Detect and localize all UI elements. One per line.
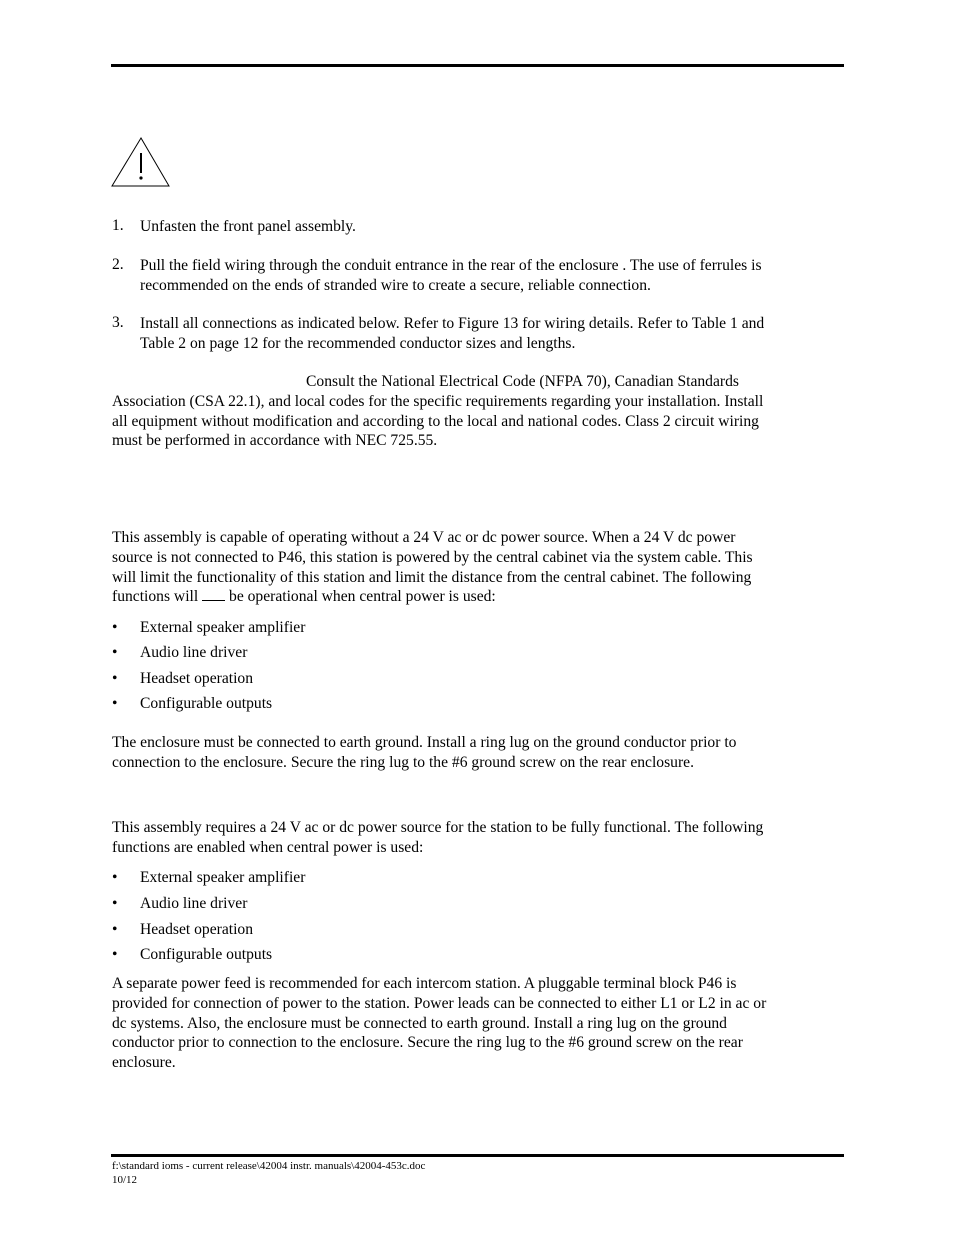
codes-paragraph: Consult the National Electrical Code (NFPA 70), Canadian Standards Association (CSA 22.1), and local codes for the specific requirements regarding your installation. Install all equipment without modification and according to the local and national codes. Class 2 circuit wiring must be performed in accordance with NEC 725.55. xyxy=(112,373,764,450)
bullet-icon: • xyxy=(112,921,118,938)
ground-paragraph: The enclosure must be connected to earth ground. Install a ring lug on the ground conductor prior to connection to the enclosure. Secure the ring lug to the #6 ground screw on the rear enclosure. xyxy=(112,734,737,771)
bullet-icon: • xyxy=(112,619,118,636)
step-text: recommended on the ends of stranded wire to create a secure, reliable connection. xyxy=(140,276,651,294)
header-rule xyxy=(111,64,844,67)
underline-blank xyxy=(202,587,225,601)
power-feed-paragraph: A separate power feed is recommended for each intercom station. A pluggable terminal block P46 is provided for connection of power to the station. Power leads can be connected to either L1 or L2 in ac or dc systems. Also, the enclosure must be connected to earth ground. Install a ring lug on the ground conductor prior to connection to the enclosure. Secure the ring lug to the #6 ground screw on the rear enclosure. xyxy=(112,975,767,1072)
bullet-icon: • xyxy=(112,946,118,963)
bullet-icon: • xyxy=(112,869,118,886)
footer-date: 10/12 xyxy=(112,1174,138,1186)
bullet-icon: • xyxy=(112,644,118,661)
central-power-paragraph: This assembly is capable of operating without a 24 V ac or dc power source. When a 24 V dc power source is not connected to P46, this station is powered by the central cabinet via the system cable. This will limit the functionality of this station and limit the distance from the central cabinet. The following functions will be operational when central power is used: xyxy=(112,529,753,606)
footer-rule xyxy=(111,1154,844,1157)
step-text: Pull the field wiring through the conduit entrance in the rear of the enclosure . The use of ferrules is xyxy=(140,257,762,274)
document-page: 1. Unfasten the front panel assembly. 2. Pull the field wiring through the conduit entrance in the rear of the enclosure . The use of ferrules is recommended on the ends of stranded wire to create a secure, reliable connection. 3. Install all connections as indicated below. Refer to Figure 13 for wiring details. Refer to Table 1 and Table 2 on page 12 for the recommended conductor sizes and lengths. Consult the National Electrical Code (NFPA 70), Canadian Standards Association (CSA 22.1), and local codes for the specific requirements regarding your installation. Install all equipment without modification and according to the local and national codes. Class 2 circuit wiring must be performed in accordance with NEC 725.55. This assembly is capable of operating without a 24 V ac or dc power source. When a 24 V dc power source is not connected to P46, this station is powered by the central cabinet via the system cable. This will limit the functionality of this station and limit the distance from the central cabinet. The following functions will be operational when central power is used: • External speaker amplifier • Audio line driver • Headset operation • Configurable outputs The enclosure must be connected to earth ground. Install a ring lug on the ground conductor prior to connection to the enclosure. Secure the ring lug to the #6 ground screw on the rear enclosure. This assembly requires a 24 V ac or dc power source for the station to be fully functional. The following functions are enabled when central power is used: • External speaker amplifier • Audio line driver • Headset operation • Configurable outputs A separate power feed is recommended for each intercom station. A pluggable terminal block P46 is provided for connection of power to the station. Power leads can be connected to either L1 or L2 in ac or dc systems. Also, the enclosure must be connected to earth ground. Install a ring lug on the ground conductor prior to connection to the enclosure. Secure the ring lug to the #6 ground screw on the rear enclosure. f:\standard ioms - current release\42004 instr. manuals\42004-453c.doc 10/12 xyxy=(0,0,954,1235)
bullet-icon: • xyxy=(112,895,118,912)
warning-triangle-icon xyxy=(110,136,172,188)
footer-file-path: f:\standard ioms - current release\42004 instr. manuals\42004-453c.doc xyxy=(112,1160,426,1172)
step-text: Table 2 on page 12 for the recommended conductor sizes and lengths. xyxy=(140,334,576,352)
step-text: Unfasten the front panel assembly. xyxy=(140,218,356,235)
bullet-icon: • xyxy=(112,670,118,687)
step-text: Install all connections as indicated below. Refer to Figure 13 for wiring details. Refer to Table 1 and xyxy=(140,315,765,332)
local-power-paragraph: This assembly requires a 24 V ac or dc power source for the station to be fully functional. The following functions are enabled when central power is used: xyxy=(112,819,764,856)
bullet-icon: • xyxy=(112,695,118,712)
